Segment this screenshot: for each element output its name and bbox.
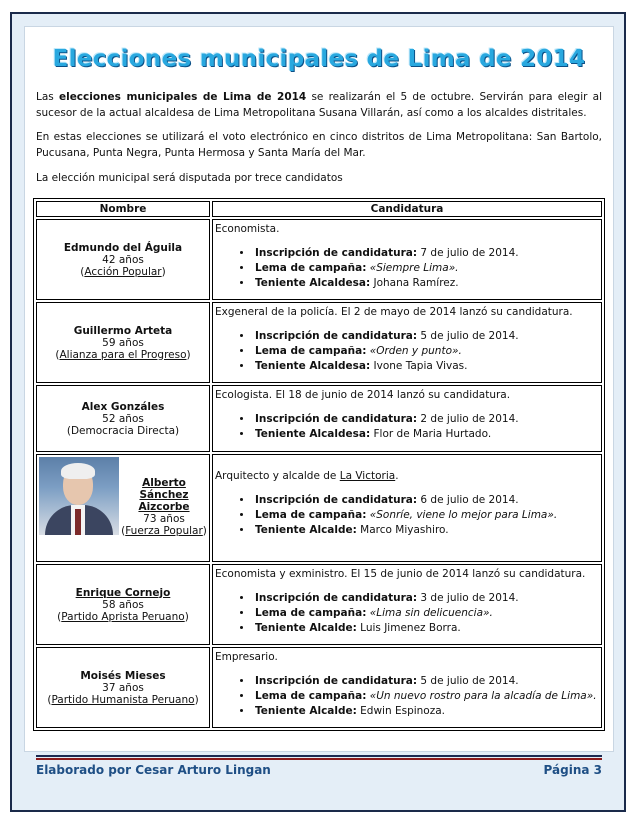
page-title: Elecciones municipales de Lima de 2014 [52, 46, 586, 72]
candidate-age: 37 años [102, 681, 144, 694]
candidate-description: Ecologista. El 18 de junio de 2014 lanzó su candidatura. [215, 389, 511, 401]
candidate-description: Economista. [215, 223, 280, 235]
table-row [36, 219, 602, 300]
page-number: Página 3 [543, 763, 602, 777]
list-item: • Lema de campaña: «Orden y punto». [253, 344, 601, 359]
list-item: • Teniente Alcalde: Luis Jimenez Borra. [253, 621, 601, 636]
candidate-name: Moisés Mieses [80, 669, 166, 682]
candidacy-cell [212, 454, 602, 562]
list-item: • Lema de campaña: «Un nuevo rostro para la alcadía de Lima». [253, 689, 601, 704]
list-item: • Lema de campaña: «Sonríe, viene lo mejor para Lima». [253, 508, 601, 523]
list-item: • Teniente Alcaldesa: Johana Ramírez. [253, 276, 601, 291]
candidate-party: (Democracia Directa) [66, 424, 180, 437]
candidate-party: (Acción Popular) [80, 265, 166, 278]
intro-bold-term: elecciones municipales de Lima de 2014 [58, 91, 307, 103]
list-item: • Inscripción de candidatura: 5 de julio de 2014. [253, 329, 601, 344]
candidacy-list [213, 412, 601, 442]
list-item: • Teniente Alcaldesa: Ivone Tapia Vivas. [253, 359, 601, 374]
candidate-party: (Partido Humanista Peruano) [47, 693, 199, 706]
page-footer [36, 763, 602, 777]
candidate-name-cell [36, 219, 210, 300]
candidacy-cell [212, 302, 602, 383]
candidate-age: 42 años [102, 253, 144, 266]
candidate-name-link[interactable]: Enrique Cornejo [75, 586, 171, 599]
candidacy-list [213, 493, 601, 538]
candidate-description: Empresario. [215, 651, 278, 663]
intro-paragraph-2: En estas elecciones se utilizará el voto electrónico en cinco distritos de Lima Metropolitana: San Bartolo, Pucusana, Punta Negra, Punta Hermosa y Santa María del Mar. [36, 131, 602, 159]
candidacy-list [213, 329, 601, 374]
candidate-name-cell [36, 302, 210, 383]
candidates-table [33, 198, 605, 731]
candidate-name-cell [36, 454, 210, 562]
party-link[interactable]: Acción Popular [84, 265, 162, 278]
intro-paragraph-3: La elección municipal será disputada por trece candidatos [36, 172, 343, 184]
candidacy-list [213, 674, 601, 719]
candidate-name-block [119, 455, 209, 537]
candidate-description: Exgeneral de la policía. El 2 de mayo de 2014 lanzó su candidatura. [215, 306, 573, 318]
candidate-name-link[interactable]: Alberto Sánchez Aizcorbe [138, 477, 190, 513]
list-item: • Inscripción de candidatura: 6 de julio de 2014. [253, 493, 601, 508]
header-name: Nombre [36, 201, 210, 217]
list-item: • Inscripción de candidatura: 2 de julio de 2014. [253, 412, 601, 427]
list-item: • Inscripción de candidatura: 5 de julio de 2014. [253, 674, 601, 689]
candidate-party: (Partido Aprista Peruano) [57, 610, 189, 623]
candidacy-list [213, 591, 601, 636]
header-candidacy: Candidatura [212, 201, 602, 217]
table-row [36, 385, 602, 452]
table-row [36, 302, 602, 383]
footer-author: Elaborado por Cesar Arturo Lingan [36, 763, 271, 777]
candidate-age: 73 años [143, 513, 185, 525]
candidate-name: Edmundo del Águila [63, 241, 183, 254]
candidacy-cell [212, 564, 602, 645]
candidate-name-cell [36, 647, 210, 728]
candidacy-cell [212, 385, 602, 452]
intro-paragraph-1: Las elecciones municipales de Lima de 2014 se realizarán el 5 de octubre. Servirán para elegir al sucesor de la actual alcaldesa de Lima Metropolitana Susana Villarán, así como a los alcaldes distritales. [36, 91, 602, 119]
candidacy-list [213, 246, 601, 291]
candidate-age: 52 años [102, 412, 144, 425]
list-item: • Inscripción de candidatura: 7 de julio de 2014. [253, 246, 601, 261]
candidate-name: Alex Gonzáles [81, 400, 165, 413]
candidate-name-cell [36, 385, 210, 452]
candidate-photo [39, 457, 119, 535]
list-item: • Teniente Alcalde: Edwin Espinoza. [253, 704, 601, 719]
footer-divider [36, 755, 602, 760]
list-item: • Lema de campaña: «Siempre Lima». [253, 261, 601, 276]
list-item: • Inscripción de candidatura: 3 de julio de 2014. [253, 591, 601, 606]
list-item: • Lema de campaña: «Lima sin delicuencia». [253, 606, 601, 621]
table-row [36, 564, 602, 645]
candidate-description: Arquitecto y alcalde de La Victoria. [215, 470, 399, 482]
candidacy-cell [212, 647, 602, 728]
candidate-age: 59 años [102, 336, 144, 349]
candidacy-cell [212, 219, 602, 300]
party-link[interactable]: Alianza para el Progreso [59, 348, 187, 361]
list-item: • Teniente Alcaldesa: Flor de Maria Hurtado. [253, 427, 601, 442]
table-row [36, 647, 602, 728]
candidate-age: 58 años [102, 598, 144, 611]
table-header-row [36, 201, 602, 217]
party-link[interactable]: Partido Aprista Peruano [61, 610, 185, 623]
candidate-party: (Alianza para el Progreso) [55, 348, 191, 361]
party-link[interactable]: Fuerza Popular [125, 525, 203, 537]
party-link[interactable]: Partido Humanista Peruano [51, 693, 195, 706]
district-link[interactable]: La Victoria [339, 470, 396, 482]
candidate-party: (Fuerza Popular) [121, 525, 207, 537]
list-item: • Teniente Alcalde: Marco Miyashiro. [253, 523, 601, 538]
candidate-name: Guillermo Arteta [73, 324, 173, 337]
table-row [36, 454, 602, 562]
candidate-name-cell [36, 564, 210, 645]
candidate-description: Economista y exministro. El 15 de junio de 2014 lanzó su candidatura. [215, 568, 586, 580]
